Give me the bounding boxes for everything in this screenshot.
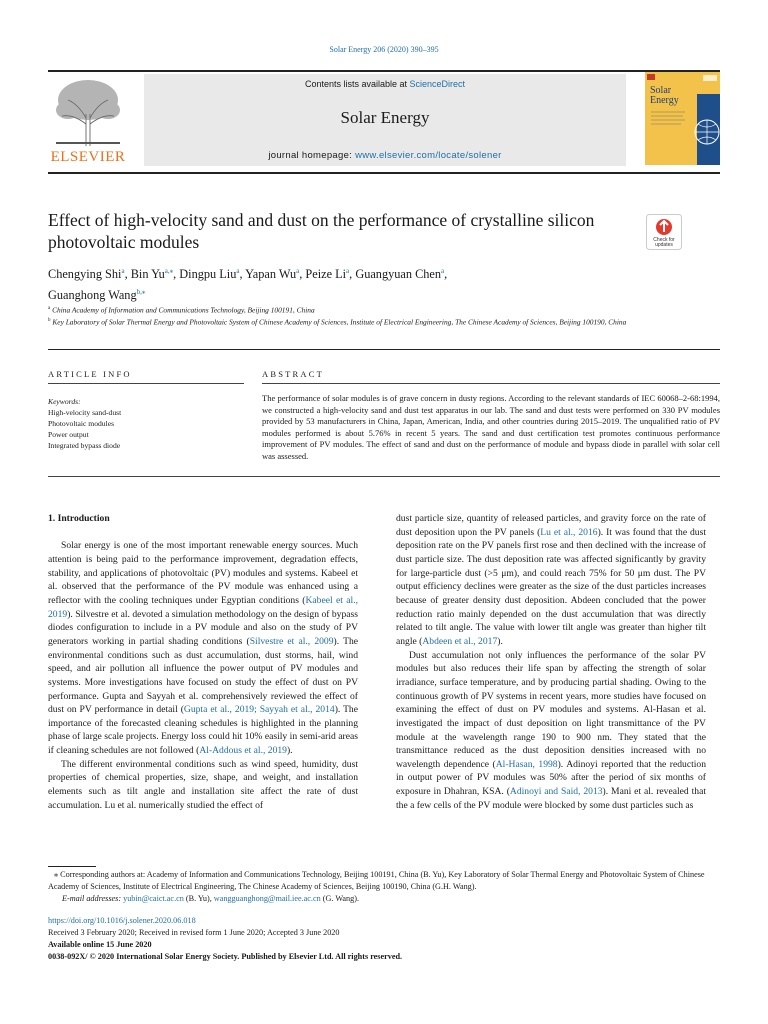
available-online: Available online 15 June 2020 [48,940,152,949]
keyword: Integrated bypass diode [48,441,121,450]
footnote-rule [48,866,96,867]
paragraph-text: Dust accumulation not only influences the performance of the solar PV modules but also reduces their life span by affecting the strength of solar irradiance, surface temperature, and by producing partial shading. Owing to the continuous growth of PV systems in recent years, more studies have focused on examining the effect of dust on PV modules and systems. Al-Hasan et al. investigated the impact of dust deposition on light transmittance of the PV module at the wavelength range 190 to 900 nm. They stated that the transmittance reduced as the dust deposition densities increased with no wavelength dependence ( [396,649,706,770]
header-rule-top [48,70,720,72]
article-info-heading: ARTICLE INFO [48,369,132,379]
citation-link[interactable]: Solar Energy 206 (2020) 390–395 [329,45,439,54]
left-paragraphs [48,539,358,812]
paragraph-text: ). Silvestre et al. devoted a simulation methodology on the design of bypass diodes configuration to include in a PV module and also on the study of PV generators working in partial shading conditions ( [48,608,358,647]
cover-title: Solar Energy [650,85,679,106]
body-paragraph [48,539,358,758]
citation-ref-link[interactable]: Silvestre et al., 2009 [249,635,334,647]
email-link[interactable]: yubin@caict.ac.cn [123,894,184,903]
article-title: Effect of high-velocity sand and dust on the performance of crystalline silicon photovoltaic modules [48,210,595,252]
received-dates: Received 3 February 2020; Received in revised form 1 June 2020; Accepted 3 June 2020 [48,928,340,937]
author-list: Chengying Shi$^a$, Bin $Yu^{a,⁎}$, Dingpu Liu$^a$, Yapan Wu$^a$, Peize Li$^a$, Guangyuan Chen$^a$, Guanghong Wang$^{b,⁎}$ [48,267,448,303]
affiliations [48,304,688,328]
citation-ref-link[interactable]: Kabeel et al., 2019 [48,594,359,620]
paragraph-text: Solar energy is one of the most important renewable energy sources. Much attention is being paid to the performance improvement, degradation effects, stability, and applications of photovoltaic (PV) modules and systems. Kabeel et al. observed that the performance of the PV module was enhanced using a reflector with the cooling techniques under Egyptian conditions ( [48,540,358,606]
author[interactable]: Yapan Wu$^a$ [245,267,300,282]
paragraph-text: ). [286,745,293,757]
right-paragraphs [396,512,706,812]
keyword: High-velocity sand-dust [48,408,122,417]
paragraph-text: ). [497,635,503,647]
article-info-rule [48,383,244,384]
citation-ref-link[interactable]: Al-Hasan, 1998 [495,758,558,770]
elsevier-logo[interactable] [48,74,128,166]
paragraph-text: ). Adinoyi reported that the reduction in output power of PV modules was 50% after the period of six months of exposure in Dhahran, KSA. ( [396,758,706,798]
keyword: Photovoltaic modules [48,419,115,428]
tree-icon [48,74,128,148]
journal-homepage: journal homepage: www.elsevier.com/locate/solener [268,150,502,161]
body-paragraph [48,758,358,813]
author[interactable]: Chengying Shi$^a$ [48,267,125,282]
check-updates-icon [646,214,682,250]
keywords-block [48,396,244,451]
body-column-right [396,512,706,812]
email-line: E-mail addresses: yubin@caict.ac.cn (B. Yu), wangguanghong@mail.iee.ac.cn (G. Wang). [62,894,359,903]
citation-ref-link[interactable]: Al-Addous et al., 2019 [199,745,287,757]
affiliation: $^b$ Key Laboratory of Solar Thermal Energy and Photovoltaic System of Chinese Academy of Sciences, Institute of Electrical Engineering, The Chinese Academy of Sciences, Beijing 100190, China [48,317,627,327]
contents-line: Contents lists available at ScienceDirect [304,79,466,89]
section-heading: 1. Introduction [48,513,110,524]
body-column-left [48,512,358,812]
sciencedirect-link[interactable]: ScienceDirect [409,79,466,89]
email-link[interactable]: wangguanghong@mail.iee.ac.cn [213,894,321,903]
journal-name: Solar Energy [340,108,430,127]
svg-text:Check for: Check for [653,237,675,243]
citation-ref-link[interactable]: Abdeen et al., 2017 [422,635,498,647]
author[interactable]: Peize Li$^a$ [305,267,350,282]
author[interactable]: Guanghong Wang$^{b,⁎}$ [48,288,146,303]
abstract-text: The performance of solar modules is of grave concern in dusty regions. According to the relevant standards of IEC 60068–2-68:1994, we constructed a high-velocity sand and dust test apparatus in our lab. The sand and dust tests were performed on 330 PV modules provided by 53 manufacturers in China, Japan, American, India, and other countries during 2015–2019. The unqualified ratio of PV modules performed is about 5.76% in recent 5 years. The sand and dust certification test promotes continuous performance improvement of PV modules. The effect of sand and dust on the performance of module and bypass diode in parallel with solar cell was assessed. [262,393,720,461]
journal-banner [144,74,626,166]
article-meta [48,915,720,963]
paragraph-text: ). It was found that the dust deposition rate on the PV panels first rose and then declined with the increase of dust particle size. The dust deposition rate was affected significantly by gravity for large-particle dust (>5 μm), and could reach 75% for 50 μm dust. The PV output efficiency declines were greater as the size of the dust particles increases because of greater density dust deposition. Abdeen concluded that the power reduction ratio mainly depended on the dust accumulation that was directly related to tilt angle. The value with lower tilt angle was greater than higher tilt angle ( [396,526,707,647]
abstract-rule [262,383,720,384]
author[interactable]: Bin $Yu^{a,⁎}$ [130,267,174,282]
abstract-heading: ABSTRACT [262,369,324,379]
paragraph-text: dust particle size, quantity of released particles, and gravity force on the rate of dust deposition upon the PV panels ( [396,513,706,538]
body-paragraph [396,649,706,813]
keywords-label: Keywords: [48,397,81,406]
paragraph-text: ). The environmental conditions such as dust accumulation, dust storms, hail, wind speed, and air pollution all influence the power output of PV modules and systems. More investigations have focused on study the effect of dust on PV performance. Gupta and Sayyah et al. comprehensively reviewed the effect of dust on PV performance in detail ( [48,635,358,716]
header-rule-bottom [48,172,720,174]
footnotes [48,869,720,905]
citation-ref-link[interactable]: Gupta et al., 2019; Sayyah et al., 2014 [183,704,335,716]
publisher-wordmark: ELSEVIER [50,149,126,165]
copyright: 0038-092X/ © 2020 International Solar Energy Society. Published by Elsevier Ltd. All rights reserved. [48,952,403,961]
homepage-link[interactable]: www.elsevier.com/locate/solener [355,150,502,161]
check-for-updates-badge[interactable] [646,214,682,250]
journal-cover[interactable] [645,72,720,165]
paragraph-text: ). Mani et al. revealed that the a few cells of the PV module were blocked by some dust particles such as [396,786,706,811]
body-paragraph [396,512,706,649]
keyword: Power output [48,430,89,439]
journal-citation[interactable] [0,45,768,54]
affiliation: $^a$ China Academy of Information and Communications Technology, Beijing 100191, China [48,305,315,315]
doi-link[interactable]: https://doi.org/10.1016/j.solener.2020.06.018 [48,916,196,925]
paragraph-text: ). The importance of the forecasted cleaning schedules is highlighted in the planning phase of large scale projects. Energy loss could hit 10% easily in semi-arid areas if cleaning schedules are not followed ( [48,704,358,757]
author[interactable]: Guangyuan Chen$^a$ [355,267,445,282]
section-rule [48,349,720,350]
abstract-end-rule [48,476,720,477]
citation-ref-link[interactable]: Adinoyi and Said, 2013 [509,786,603,798]
citation-ref-link[interactable]: Lu et al., 2016 [540,526,598,538]
paragraph-text: The different environmental conditions such as wind speed, humidity, dust properties of chemical properties, size, shape, and weight, and installation elements such as tilt angle and installation site affect the rate of dust accumulation. Lu et al. numerically studied the effect of [48,758,358,811]
author[interactable]: Dingpu Liu$^a$ [179,267,240,282]
cover-art-icon [645,72,720,165]
corresponding-author-note: ⁎ Corresponding authors at: Academy of Information and Communications Technology, Beijing 100191, China (B. Yu), Key Laboratory of Solar Thermal Energy and Photovoltaic System of Chinese Academy of Sciences, Institute of Electrical Engineering, The Chinese Academy of Sciences, Beijing 100190, China (G.H. Wang). [48,870,705,891]
svg-text:updates: updates [655,242,673,248]
